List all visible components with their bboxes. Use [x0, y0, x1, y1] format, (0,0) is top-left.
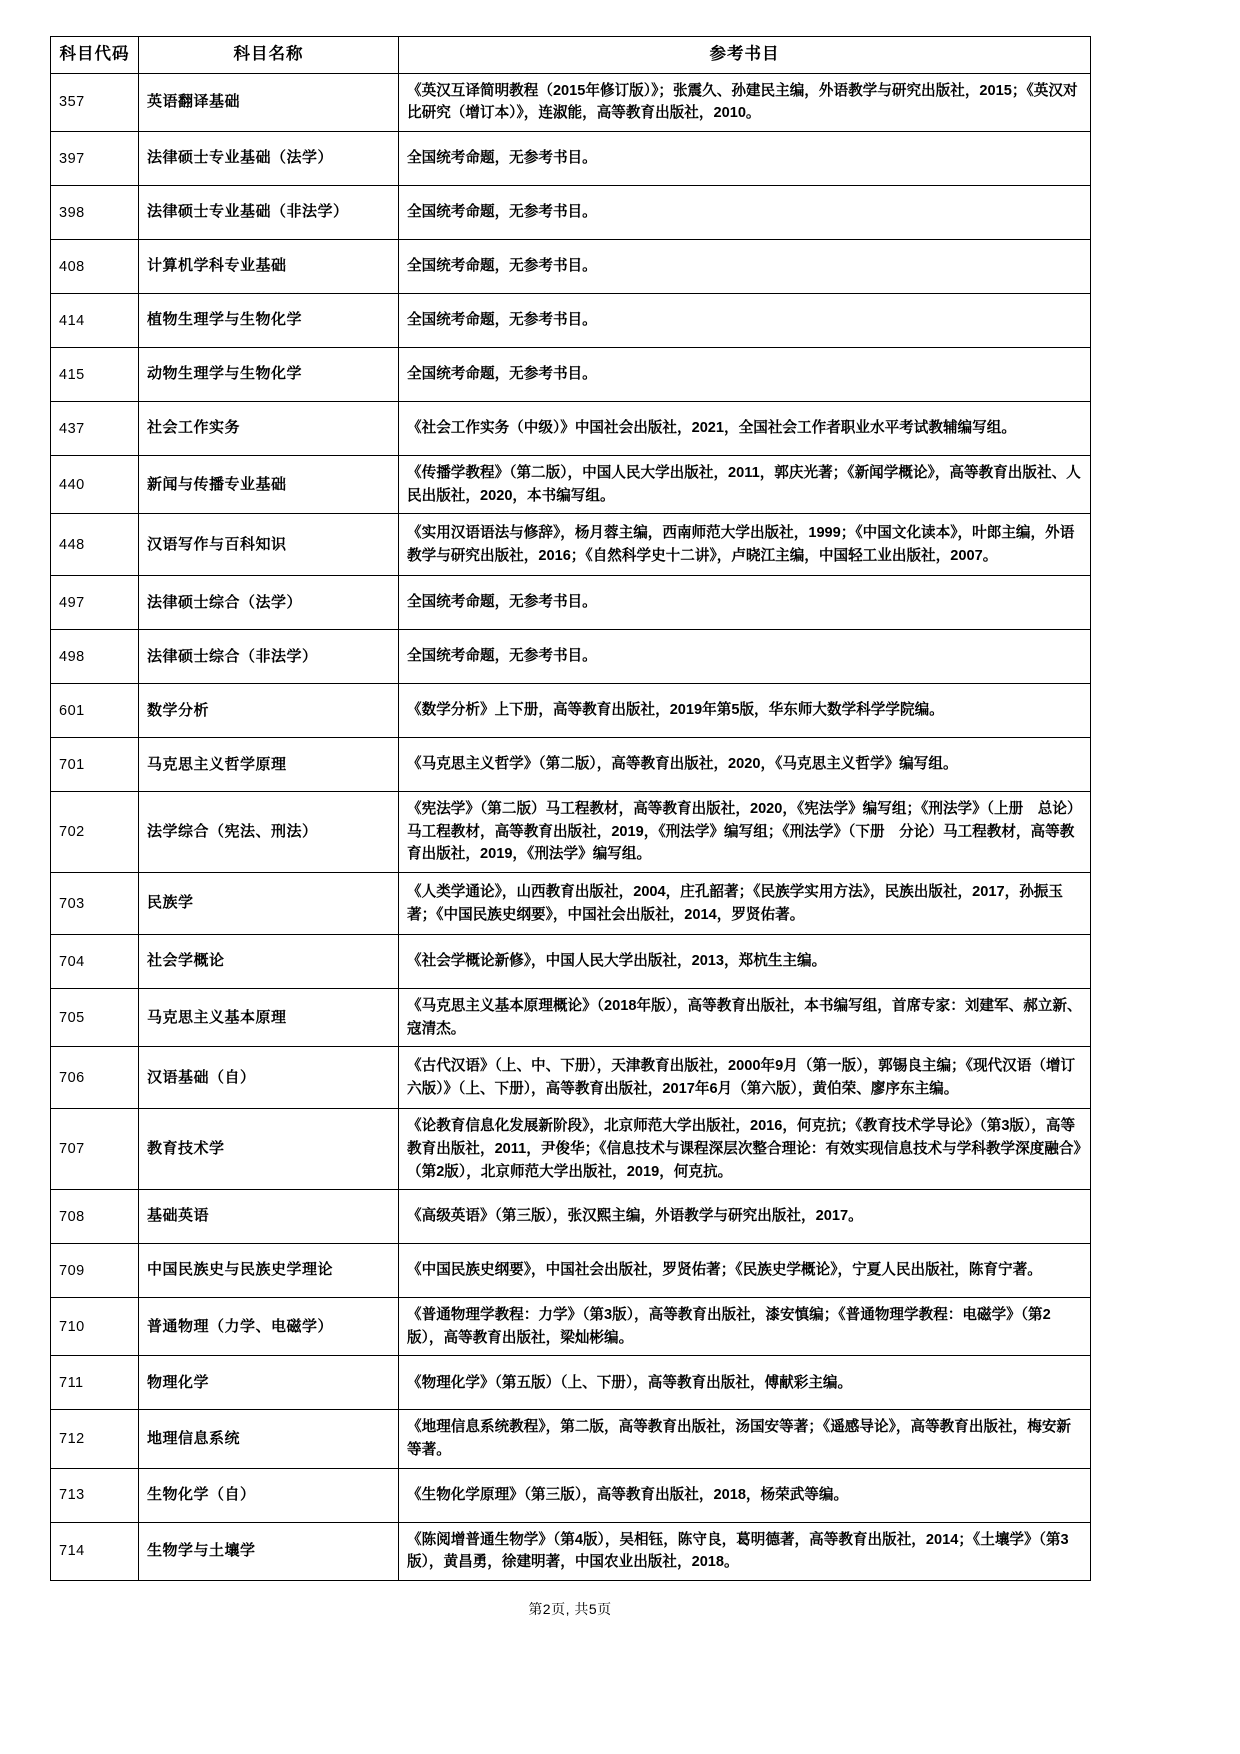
subject-code-cell: 701 [51, 738, 139, 792]
reference-books-cell: 全国统考命题，无参考书目。 [399, 630, 1091, 684]
reference-books-cell: 全国统考命题，无参考书目。 [399, 186, 1091, 240]
subject-name-cell: 中国民族史与民族史学理论 [139, 1244, 399, 1298]
subject-name-cell: 法律硕士专业基础（法学） [139, 132, 399, 186]
subject-code-cell: 408 [51, 240, 139, 294]
subject-name-cell: 英语翻译基础 [139, 73, 399, 131]
subject-code-cell: 709 [51, 1244, 139, 1298]
subject-name-cell: 汉语写作与百科知识 [139, 514, 399, 576]
table-row [51, 1047, 1091, 1109]
subject-name-cell: 社会工作实务 [139, 402, 399, 456]
subject-name-cell: 生物学与土壤学 [139, 1522, 399, 1580]
reference-books-cell: 全国统考命题，无参考书目。 [399, 348, 1091, 402]
table-row [51, 132, 1091, 186]
table-row [51, 1410, 1091, 1468]
subject-name-cell: 普通物理（力学、电磁学） [139, 1298, 399, 1356]
reference-books-cell: 《物理化学》（第五版）（上、下册），高等教育出版社，傅献彩主编。 [399, 1356, 1091, 1410]
subject-name-cell: 法律硕士专业基础（非法学） [139, 186, 399, 240]
subject-name-cell: 社会学概论 [139, 935, 399, 989]
table-body [51, 73, 1091, 1580]
reference-books-table [50, 36, 1091, 1581]
table-row [51, 1468, 1091, 1522]
table-row [51, 73, 1091, 131]
reference-books-cell: 全国统考命题，无参考书目。 [399, 240, 1091, 294]
subject-code-cell: 398 [51, 186, 139, 240]
subject-code-cell: 707 [51, 1109, 139, 1190]
subject-name-cell: 法律硕士综合（非法学） [139, 630, 399, 684]
subject-code-cell: 437 [51, 402, 139, 456]
table-row [51, 294, 1091, 348]
column-header-subject-code: 科目代码 [51, 37, 139, 74]
subject-code-cell: 497 [51, 576, 139, 630]
table-row [51, 402, 1091, 456]
subject-name-cell: 法律硕士综合（法学） [139, 576, 399, 630]
reference-books-cell: 《实用汉语语法与修辞》，杨月蓉主编，西南师范大学出版社，1999；《中国文化读本》，叶郎主编，外语教学与研究出版社，2016；《自然科学史十二讲》，卢晓江主编，中国轻工业出版社，2007。 [399, 514, 1091, 576]
reference-books-cell: 《宪法学》（第二版）马工程教材，高等教育出版社，2020，《宪法学》编写组；《刑法学》（上册 总论）马工程教材，高等教育出版社，2019，《刑法学》编写组；《刑法学》（下册 分论）马工程教材，高等教育出版社，2019，《刑法学》编写组。 [399, 792, 1091, 873]
table-row [51, 1109, 1091, 1190]
reference-books-cell: 全国统考命题，无参考书目。 [399, 576, 1091, 630]
subject-code-cell: 711 [51, 1356, 139, 1410]
table-row [51, 186, 1091, 240]
subject-code-cell: 448 [51, 514, 139, 576]
subject-code-cell: 397 [51, 132, 139, 186]
reference-books-cell: 《陈阅增普通生物学》（第4版），吴相钰，陈守良，葛明德著，高等教育出版社，2014；《土壤学》（第3版），黄昌勇，徐建明著，中国农业出版社，2018。 [399, 1522, 1091, 1580]
table-row [51, 514, 1091, 576]
subject-name-cell: 基础英语 [139, 1190, 399, 1244]
subject-name-cell: 新闻与传播专业基础 [139, 456, 399, 514]
reference-books-cell: 《马克思主义基本原理概论》（2018年版），高等教育出版社，本书编写组，首席专家：刘建军、郝立新、寇清杰。 [399, 989, 1091, 1047]
subject-code-cell: 714 [51, 1522, 139, 1580]
subject-name-cell: 教育技术学 [139, 1109, 399, 1190]
table-row [51, 348, 1091, 402]
page-footer: 第2页, 共5页 [528, 1600, 612, 1617]
table-row [51, 935, 1091, 989]
table-row [51, 1190, 1091, 1244]
table-row [51, 1356, 1091, 1410]
table-row [51, 792, 1091, 873]
reference-books-cell: 《高级英语》（第三版），张汉熙主编，外语教学与研究出版社，2017。 [399, 1190, 1091, 1244]
table-header [51, 37, 1091, 74]
reference-books-cell: 全国统考命题，无参考书目。 [399, 132, 1091, 186]
column-header-subject-name: 科目名称 [139, 37, 399, 74]
table-row [51, 576, 1091, 630]
subject-name-cell: 汉语基础（自） [139, 1047, 399, 1109]
reference-books-cell: 《社会工作实务（中级）》中国社会出版社，2021，全国社会工作者职业水平考试教辅编写组。 [399, 402, 1091, 456]
column-header-reference-books: 参考书目 [399, 37, 1091, 74]
table-row [51, 684, 1091, 738]
table-row [51, 738, 1091, 792]
reference-books-cell: 《地理信息系统教程》，第二版，高等教育出版社，汤国安等著；《遥感导论》，高等教育出版社，梅安新等著。 [399, 1410, 1091, 1468]
table-row [51, 630, 1091, 684]
reference-books-cell: 《人类学通论》，山西教育出版社，2004，庄孔韶著；《民族学实用方法》，民族出版社，2017，孙振玉著；《中国民族史纲要》，中国社会出版社，2014，罗贤佑著。 [399, 873, 1091, 935]
table-row [51, 1298, 1091, 1356]
reference-books-cell: 《社会学概论新修》，中国人民大学出版社，2013，郑杭生主编。 [399, 935, 1091, 989]
table-row [51, 1522, 1091, 1580]
subject-name-cell: 数学分析 [139, 684, 399, 738]
table-row [51, 240, 1091, 294]
subject-code-cell: 415 [51, 348, 139, 402]
reference-books-cell: 《英汉互译简明教程（2015年修订版）》；张震久、孙建民主编，外语教学与研究出版社，2015；《英汉对比研究（增订本）》，连淑能，高等教育出版社，2010。 [399, 73, 1091, 131]
subject-code-cell: 414 [51, 294, 139, 348]
subject-code-cell: 704 [51, 935, 139, 989]
subject-name-cell: 动物生理学与生物化学 [139, 348, 399, 402]
reference-books-cell: 《中国民族史纲要》，中国社会出版社，罗贤佑著；《民族史学概论》，宁夏人民出版社，陈育宁著。 [399, 1244, 1091, 1298]
subject-name-cell: 计算机学科专业基础 [139, 240, 399, 294]
reference-books-cell: 《传播学教程》（第二版），中国人民大学出版社，2011，郭庆光著；《新闻学概论》，高等教育出版社、人民出版社，2020，本书编写组。 [399, 456, 1091, 514]
subject-name-cell: 生物化学（自） [139, 1468, 399, 1522]
reference-books-cell: 《古代汉语》（上、中、下册），天津教育出版社，2000年9月（第一版），郭锡良主编；《现代汉语（增订六版）》（上、下册），高等教育出版社，2017年6月（第六版），黄伯荣、廖序东主编。 [399, 1047, 1091, 1109]
reference-books-cell: 《马克思主义哲学》（第二版），高等教育出版社，2020，《马克思主义哲学》编写组。 [399, 738, 1091, 792]
reference-books-cell: 《数学分析》上下册，高等教育出版社，2019年第5版，华东师大数学科学学院编。 [399, 684, 1091, 738]
subject-code-cell: 710 [51, 1298, 139, 1356]
table-header-row [51, 37, 1091, 74]
subject-code-cell: 357 [51, 73, 139, 131]
subject-code-cell: 601 [51, 684, 139, 738]
subject-name-cell: 马克思主义基本原理 [139, 989, 399, 1047]
subject-code-cell: 440 [51, 456, 139, 514]
table-row [51, 989, 1091, 1047]
subject-code-cell: 706 [51, 1047, 139, 1109]
subject-code-cell: 702 [51, 792, 139, 873]
table-row [51, 456, 1091, 514]
reference-books-cell: 《普通物理学教程：力学》（第3版），高等教育出版社，漆安慎编；《普通物理学教程：电磁学》（第2版），高等教育出版社，梁灿彬编。 [399, 1298, 1091, 1356]
reference-books-cell: 全国统考命题，无参考书目。 [399, 294, 1091, 348]
reference-books-cell: 《生物化学原理》（第三版），高等教育出版社，2018，杨荣武等编。 [399, 1468, 1091, 1522]
subject-name-cell: 物理化学 [139, 1356, 399, 1410]
subject-name-cell: 植物生理学与生物化学 [139, 294, 399, 348]
subject-code-cell: 703 [51, 873, 139, 935]
subject-name-cell: 法学综合（宪法、刑法） [139, 792, 399, 873]
subject-name-cell: 马克思主义哲学原理 [139, 738, 399, 792]
reference-books-cell: 《论教育信息化发展新阶段》，北京师范大学出版社，2016，何克抗；《教育技术学导论》（第3版），高等教育出版社，2011，尹俊华；《信息技术与课程深层次整合理论：有效实现信息技术与学科教学深度融合》（第2版），北京师范大学出版社，2019，何克抗。 [399, 1109, 1091, 1190]
subject-code-cell: 708 [51, 1190, 139, 1244]
subject-code-cell: 712 [51, 1410, 139, 1468]
table-row [51, 873, 1091, 935]
subject-code-cell: 713 [51, 1468, 139, 1522]
subject-name-cell: 地理信息系统 [139, 1410, 399, 1468]
subject-code-cell: 498 [51, 630, 139, 684]
table-row [51, 1244, 1091, 1298]
subject-code-cell: 705 [51, 989, 139, 1047]
subject-name-cell: 民族学 [139, 873, 399, 935]
